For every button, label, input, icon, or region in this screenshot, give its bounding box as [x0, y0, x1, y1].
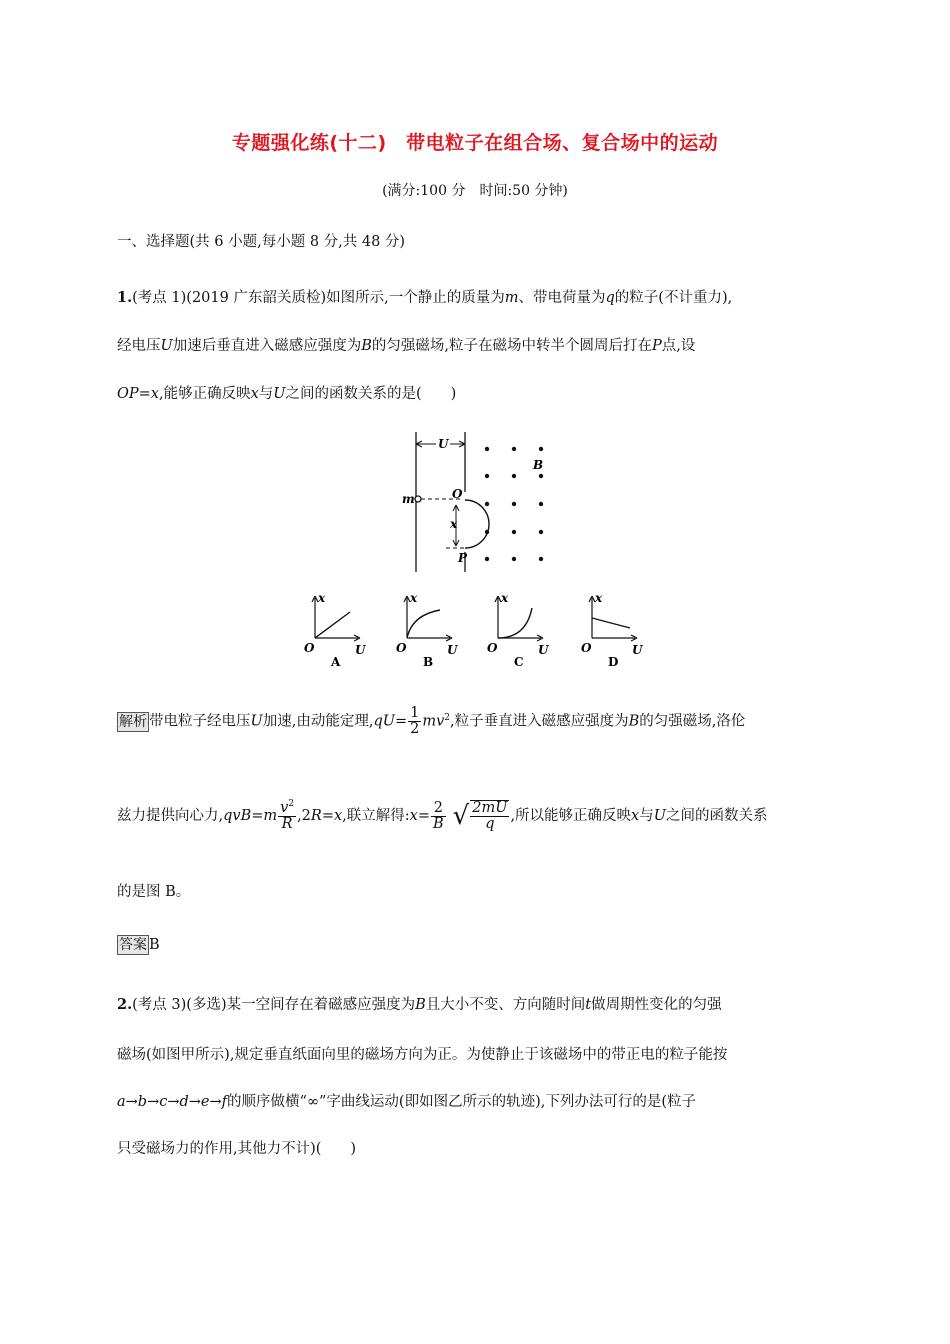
graph-d-x-label: x [595, 591, 603, 605]
q2-line-2: 磁场(如图甲所示),规定垂直纸面向里的磁场方向为正。为使静止于该磁场中的带正电的粒子能按 [117, 1047, 728, 1063]
fig-x-label: x [450, 517, 458, 531]
fig-p-label: P [458, 551, 468, 565]
q1-line-1: 1.(考点 1)(2019 广东韶关质检)如图所示,一个静止的质量为m、带电荷量为q的粒子(不计重力), [117, 289, 733, 306]
graph-d-u-label: U [632, 643, 643, 657]
graph-b-x-label: x [410, 591, 418, 605]
q1-number: 1. [117, 289, 133, 306]
graph-a-o-label: O [304, 641, 315, 655]
v2-over-r-fraction: $\frac{v^2}{R}$ [280, 799, 295, 833]
graph-a-letter: A [331, 655, 341, 669]
graph-d-o-label: O [581, 641, 592, 655]
q2-line-1: 2.(考点 3)(多选)某一空间存在着磁感应强度为B且大小不变、方向随时间t做周期性变化的匀强 [117, 996, 722, 1013]
graph-b-o-label: O [396, 641, 407, 655]
section-heading: 一、选择题(共 6 小题,每小题 8 分,共 48 分) [117, 234, 406, 250]
fig-b-label: B [533, 458, 544, 472]
score-time-info: (满分:100 分 时间:50 分钟) [382, 183, 568, 199]
graph-b-u-label: U [447, 643, 458, 657]
sqrt-fraction: $\frac{2mU}{q}$ [472, 800, 508, 833]
graph-c-o-label: O [487, 641, 498, 655]
q1-option-graphs [300, 588, 660, 670]
q2-number: 2. [117, 996, 133, 1013]
q2-line-3: a→b→c→d→e→f的顺序做横“∞”字曲线运动(即如图乙所示的轨迹),下列办法可行的是(粒子 [117, 1094, 697, 1110]
graph-a-u-label: U [355, 643, 366, 657]
two-over-b-fraction: $\frac{2}{B}$ [433, 799, 444, 832]
q1-line-3: OP=x,能够正确反映x与U之间的函数关系的是( ) [117, 386, 457, 402]
q1-apparatus-figure [390, 428, 570, 576]
graph-b-letter: B [423, 655, 434, 669]
graph-d-letter: D [608, 655, 619, 669]
fig-m-label: m [402, 492, 415, 506]
graph-c-letter: C [514, 655, 524, 669]
q2-line-4: 只受磁场力的作用,其他力不计)( ) [117, 1141, 357, 1157]
graph-c-u-label: U [538, 643, 549, 657]
graph-a-x-label: x [318, 591, 326, 605]
page-title: 专题强化练(十二) 带电粒子在组合场、复合场中的运动 [231, 132, 719, 154]
half-fraction: $\frac{1}{2}$ [410, 705, 420, 738]
answer-tag: 答案 [119, 937, 147, 953]
q1-line-2: 经电压U加速后垂直进入磁感应强度为B的匀强磁场,粒子在磁场中转半个圆周后打在P点,设 [117, 338, 696, 354]
graph-c-x-label: x [501, 591, 509, 605]
q1-answer: 答案 B [119, 937, 160, 953]
q1-analysis-line-3: 的是图 B。 [117, 884, 191, 900]
q1-analysis-line-2: 兹力提供向心力,qvB=m $\frac{v^2}{R}$ ,2R=x,联立解得:x= $\frac{2}{B}$ √ $\frac{2mU}{q}$ ,所以能够正确反映x与U之间的函数关系 [117, 799, 768, 833]
analysis-tag: 解析 [119, 713, 147, 730]
fig-o-label: O [452, 487, 463, 501]
fig-u-label: U [438, 437, 449, 451]
sqrt-sign: √ [452, 801, 470, 832]
q1-analysis-line-1: 解析 带电粒子经电压U加速,由动能定理,qU= $\frac{1}{2}$ $mv^2$,粒子垂直进入磁感应强度为B的匀强磁场,洛伦 [119, 705, 746, 738]
